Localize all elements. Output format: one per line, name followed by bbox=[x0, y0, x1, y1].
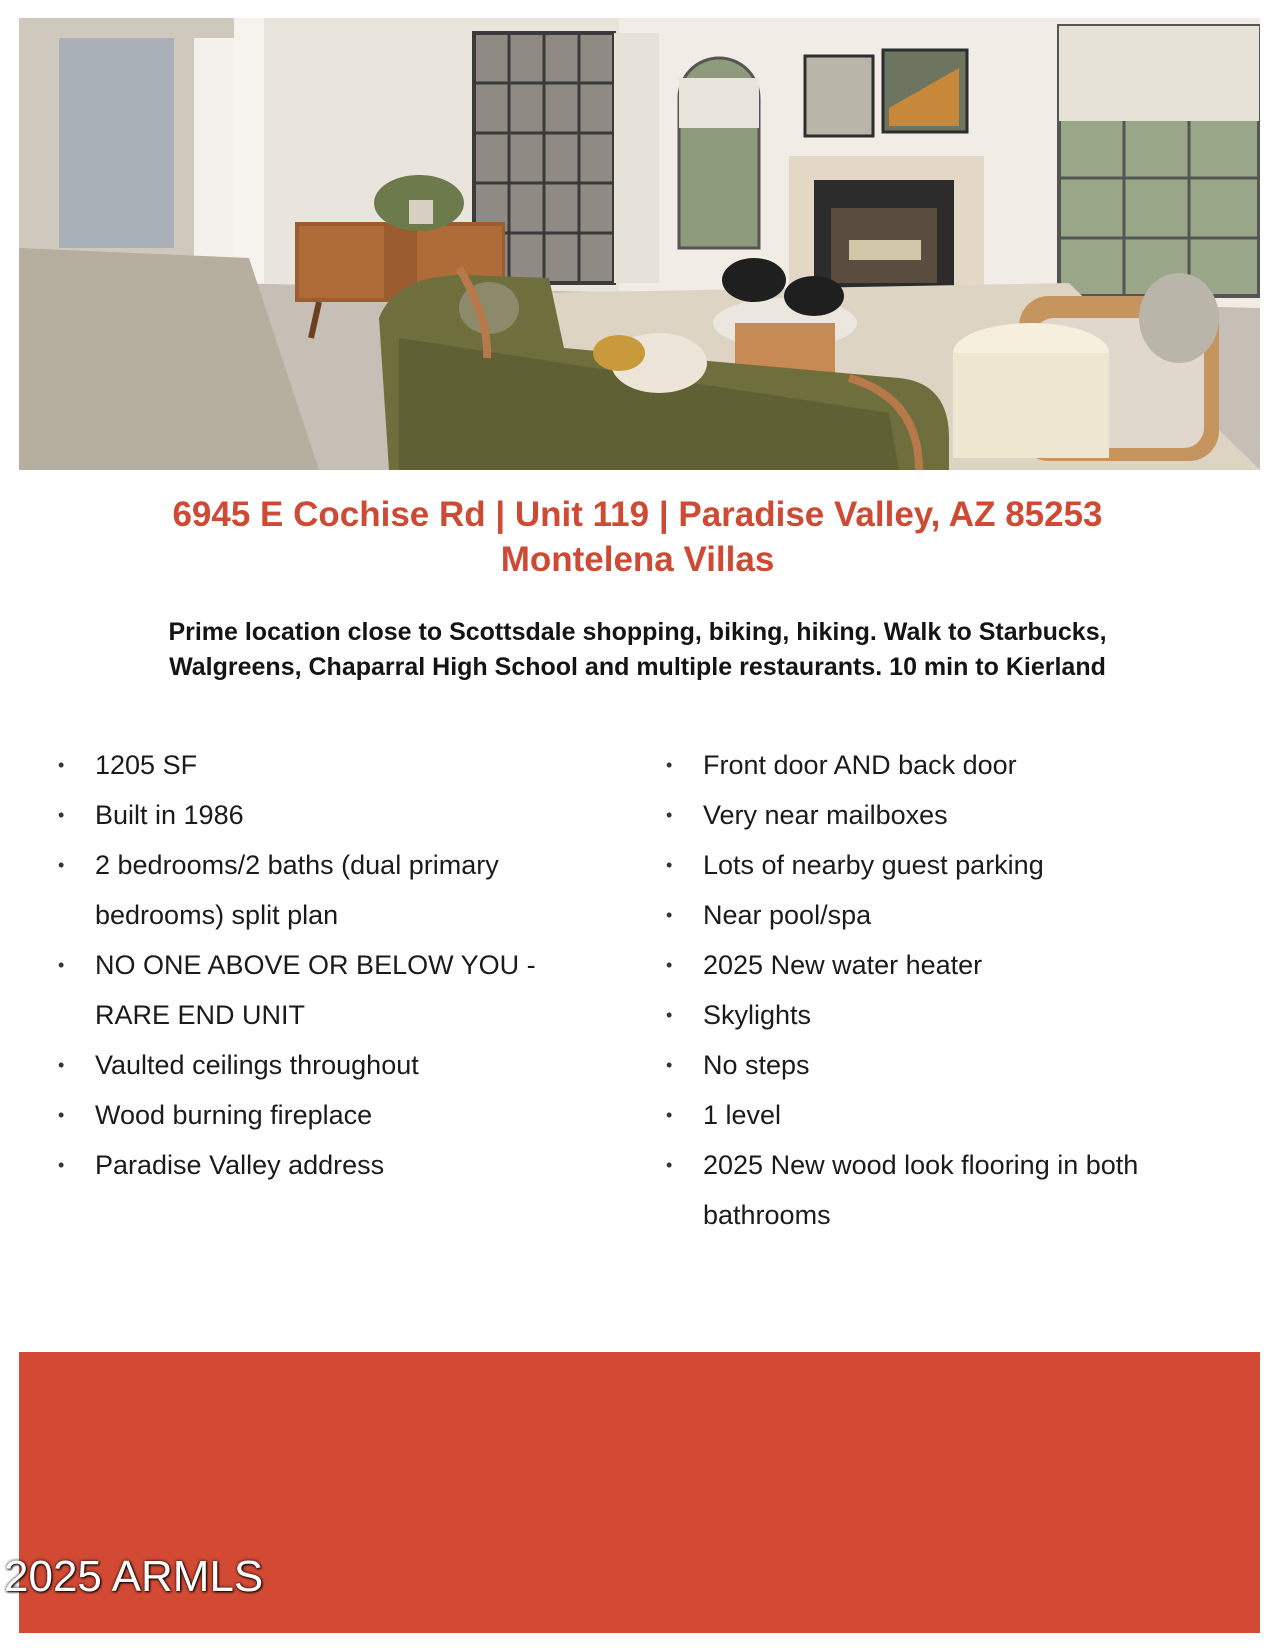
list-item: • Very near mailboxes bbox=[663, 790, 1223, 840]
bullet-icon: • bbox=[58, 955, 65, 975]
bullet-icon: • bbox=[666, 955, 673, 975]
community-name: Montelena Villas bbox=[500, 540, 775, 579]
list-item: • Vaulted ceilings throughout bbox=[55, 1040, 615, 1090]
list-item: • 1 level bbox=[663, 1090, 1223, 1140]
bullet-icon: • bbox=[666, 1005, 673, 1025]
bullet-icon: • bbox=[58, 1155, 65, 1175]
list-item: • Near pool/spa bbox=[663, 890, 1223, 940]
bullet-icon: • bbox=[58, 805, 65, 825]
list-item: • Front door AND back door bbox=[663, 740, 1223, 790]
bullet-icon: • bbox=[666, 905, 673, 925]
list-item: • Lots of nearby guest parking bbox=[663, 840, 1223, 890]
intro-paragraph bbox=[0, 615, 1275, 685]
bullet-icon: • bbox=[58, 855, 65, 875]
list-item: • Wood burning fireplace bbox=[55, 1090, 615, 1140]
list-item: • NO ONE ABOVE OR BELOW YOU - RARE END UNIT bbox=[55, 940, 615, 1040]
living-room-photo bbox=[19, 18, 1260, 470]
list-item: • Skylights bbox=[663, 990, 1223, 1040]
bullet-icon: • bbox=[666, 855, 673, 875]
list-item: • 1205 SF bbox=[55, 740, 615, 790]
intro-line-2: Walgreens, Chaparral High School and multiple restaurants. 10 min to Kierland bbox=[169, 653, 1106, 681]
list-item: • Built in 1986 bbox=[55, 790, 615, 840]
list-item: • 2025 New water heater bbox=[663, 940, 1223, 990]
features-list-right bbox=[663, 740, 1223, 1240]
bullet-icon: • bbox=[666, 805, 673, 825]
copyright-watermark: 2025 ARMLS bbox=[4, 1552, 264, 1601]
bullet-icon: • bbox=[58, 1055, 65, 1075]
listing-title bbox=[0, 492, 1275, 582]
bullet-icon: • bbox=[666, 1105, 673, 1125]
bullet-icon: • bbox=[58, 755, 65, 775]
list-item: • No steps bbox=[663, 1040, 1223, 1090]
bullet-icon: • bbox=[666, 1055, 673, 1075]
intro-line-1: Prime location close to Scottsdale shopping, biking, hiking. Walk to Starbucks, bbox=[168, 618, 1107, 646]
list-item: • Paradise Valley address bbox=[55, 1140, 615, 1190]
bullet-icon: • bbox=[58, 1105, 65, 1125]
address-line: 6945 E Cochise Rd | Unit 119 | Paradise Valley, AZ 85253 bbox=[172, 495, 1103, 534]
list-item: • 2 bedrooms/2 baths (dual primary bedrooms) split plan bbox=[55, 840, 615, 940]
features-list-left bbox=[55, 740, 615, 1190]
bullet-icon: • bbox=[666, 755, 673, 775]
bullet-icon: • bbox=[666, 1155, 673, 1175]
list-item: • 2025 New wood look flooring in both bathrooms bbox=[663, 1140, 1223, 1240]
